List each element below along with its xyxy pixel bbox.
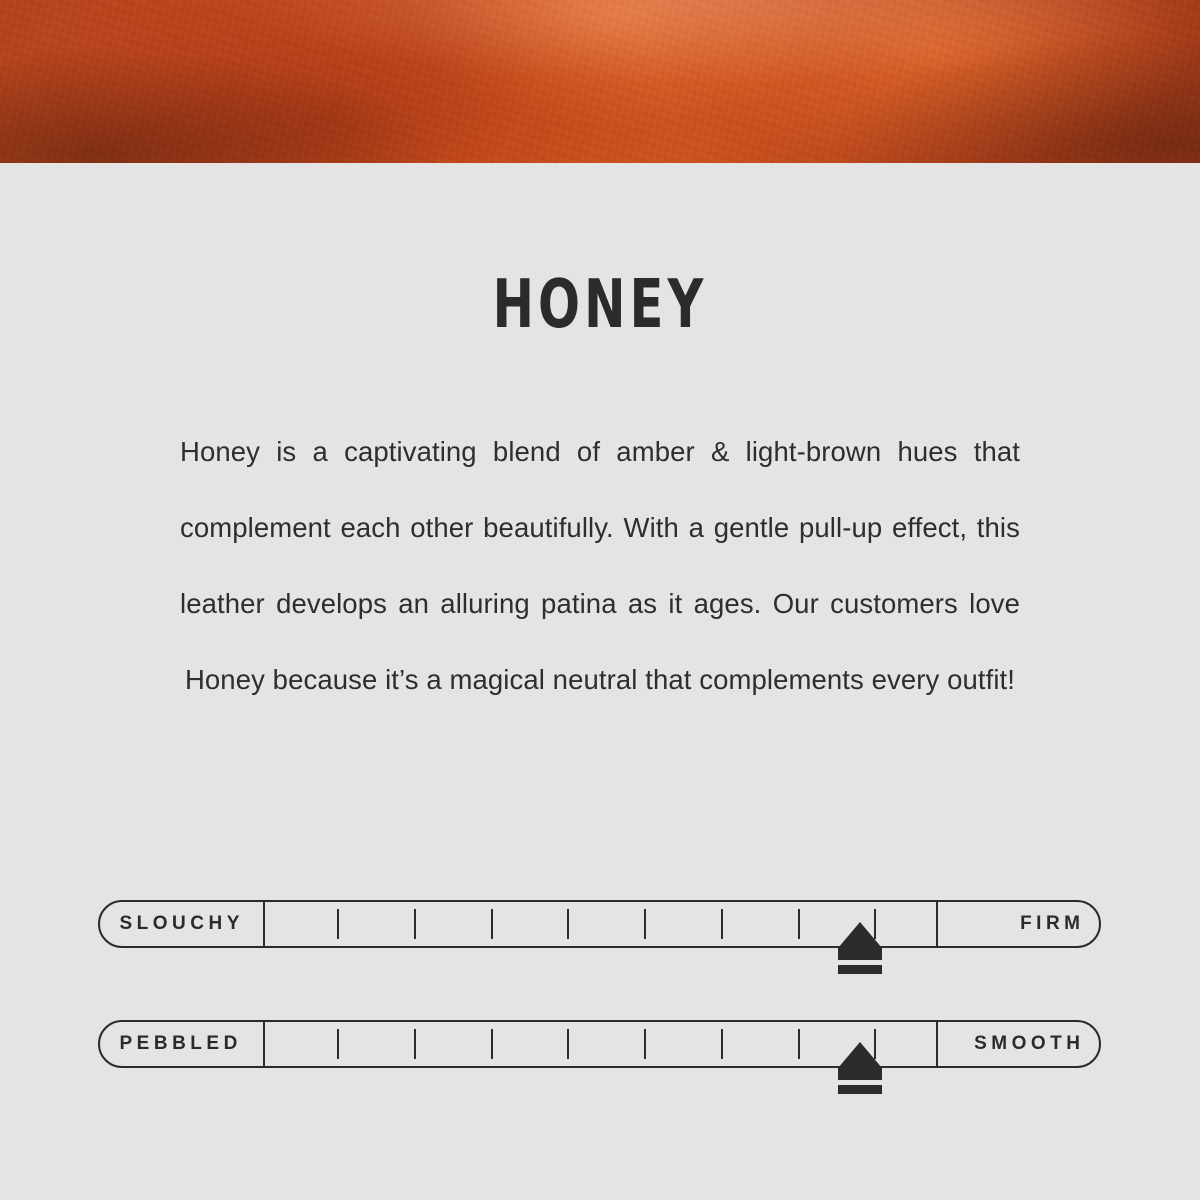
slider-tick (798, 909, 800, 939)
slider-thumb[interactable] (838, 1042, 882, 1104)
page-title: HONEY (492, 265, 708, 343)
slider-thumb-bar (838, 965, 882, 974)
slider-tick (337, 909, 339, 939)
slider-texture[interactable] (98, 1020, 1103, 1070)
slider-tick (491, 1029, 493, 1059)
slider-tick (721, 909, 723, 939)
slider-ticks (98, 1029, 1103, 1059)
slider-right-label: SMOOTH (974, 1033, 1085, 1054)
leather-sheen-overlay (0, 0, 1200, 163)
slider-thumb-bar (838, 1085, 882, 1094)
attribute-sliders (0, 900, 1200, 1070)
slider-tick (414, 909, 416, 939)
slider-tick (414, 1029, 416, 1059)
slider-tick (798, 1029, 800, 1059)
slider-thumb-pointer-icon (838, 922, 882, 948)
slider-tick (644, 909, 646, 939)
slider-left-label: SLOUCHY (119, 913, 244, 934)
slider-tick (721, 1029, 723, 1059)
slider-thumb[interactable] (838, 922, 882, 984)
content-area (0, 163, 1200, 718)
slider-tick (567, 909, 569, 939)
slider-thumb-bar (838, 1068, 882, 1080)
slider-left-label: PEBBLED (119, 1033, 242, 1054)
slider-stiffness[interactable] (98, 900, 1103, 950)
description-paragraph: Honey is a captivating blend of amber & light-brown hues that complement each other beautifully. With a gentle pull-up effect, this leather develops an alluring patina as it ages. Our customers love Honey because it’s a magical neutral that complements every outfit! (180, 436, 1020, 695)
slider-tick (567, 1029, 569, 1059)
leather-swatch-banner (0, 0, 1200, 163)
slider-tick (491, 909, 493, 939)
slider-right-label: FIRM (1020, 913, 1085, 934)
slider-tick (337, 1029, 339, 1059)
slider-thumb-bar (838, 948, 882, 960)
slider-ticks (98, 909, 1103, 939)
slider-thumb-pointer-icon (838, 1042, 882, 1068)
slider-tick (644, 1029, 646, 1059)
